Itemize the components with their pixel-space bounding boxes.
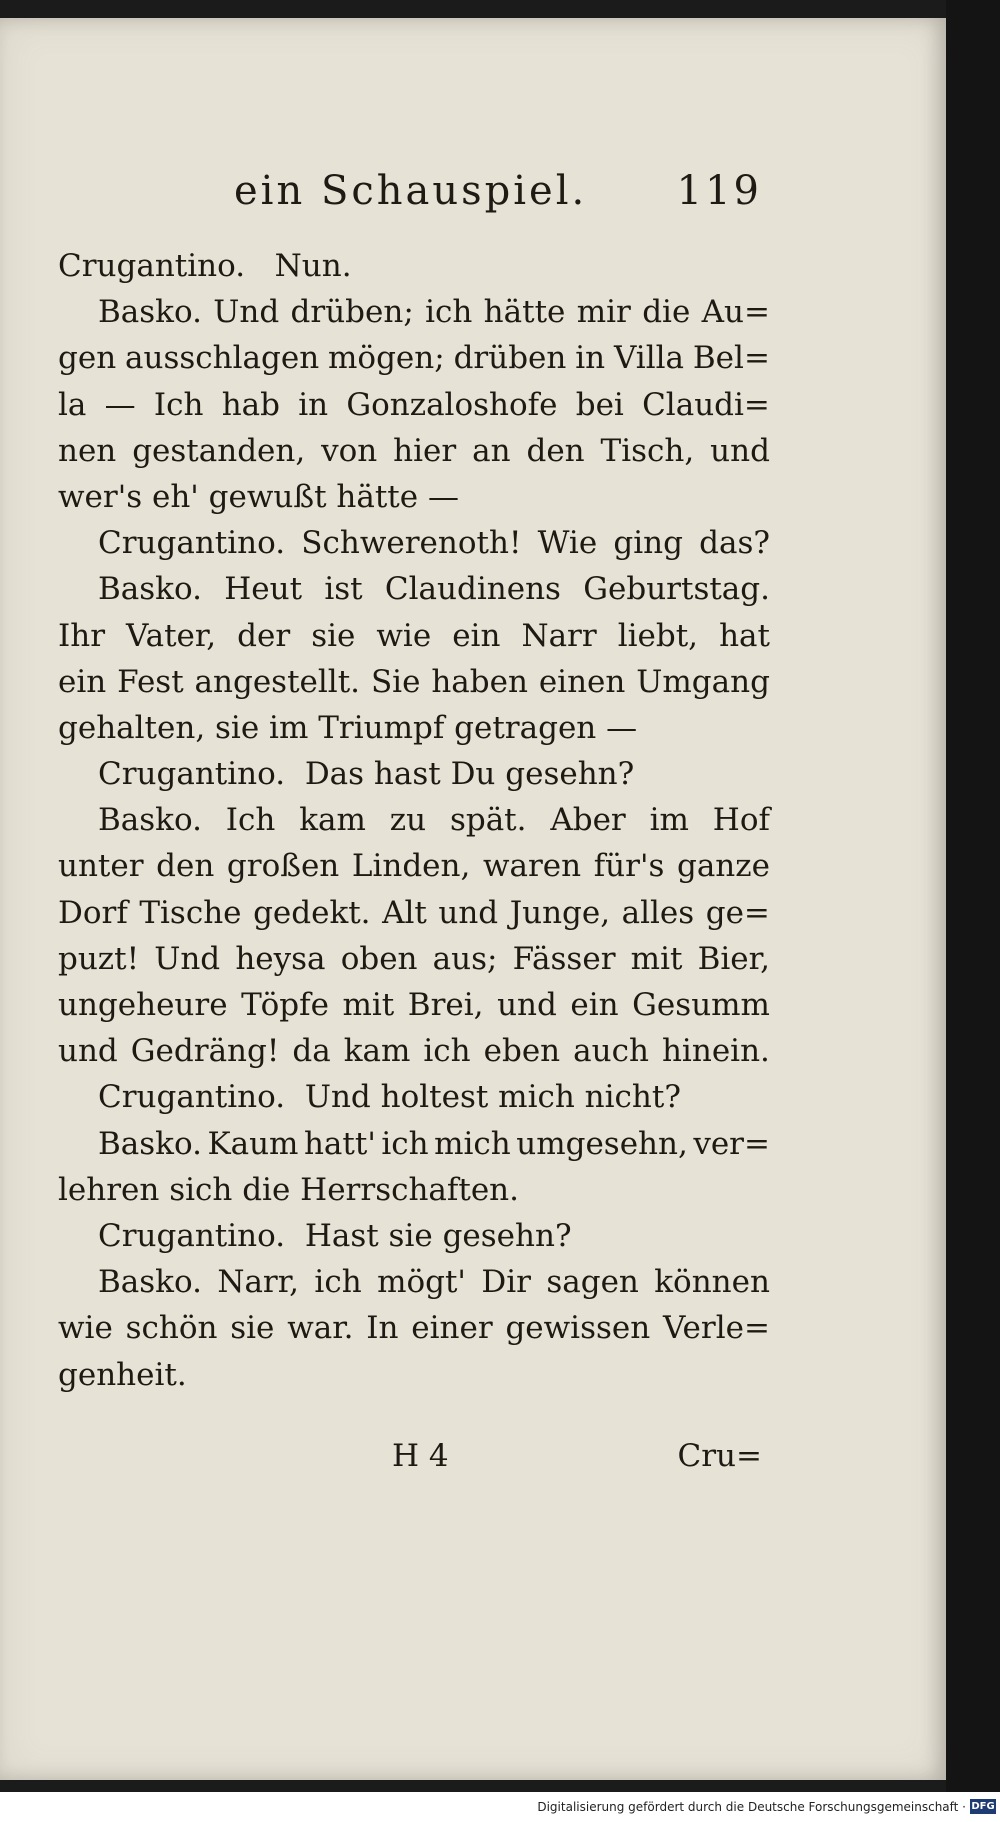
word: aus; — [432, 940, 498, 977]
word: Gesumm — [632, 987, 770, 1023]
text-line — [58, 705, 770, 751]
word: Gedräng! — [130, 1033, 280, 1070]
word: Fässer — [512, 940, 616, 977]
word: Dorf — [58, 894, 128, 931]
word: wie — [58, 1310, 113, 1347]
word: alles — [621, 894, 695, 931]
line-text: Crugantino. Das hast Du gesehn? — [98, 756, 635, 793]
word: Heut — [224, 571, 303, 608]
word: hier — [393, 432, 457, 469]
word: Aber — [550, 802, 626, 839]
word: sie — [311, 617, 356, 654]
word: der — [237, 617, 291, 654]
word: waren — [482, 848, 582, 885]
line-text: wer's eh' gewußt hätte — — [58, 478, 459, 515]
body-text — [58, 243, 770, 1398]
word: Alt — [382, 894, 427, 931]
word: auch — [573, 1033, 649, 1070]
word: Ich — [153, 386, 204, 423]
word: mich — [434, 1125, 511, 1162]
word: mögen; — [328, 340, 445, 377]
text-line — [58, 843, 770, 889]
word: Wie — [537, 525, 598, 562]
word: ein — [452, 617, 501, 654]
word: für's — [593, 848, 665, 885]
text-line — [58, 474, 770, 520]
word: Basko. — [98, 1264, 202, 1301]
word: großen — [226, 848, 340, 885]
text-line — [58, 1213, 770, 1259]
word: da — [292, 1033, 331, 1070]
word: Dir — [481, 1264, 531, 1301]
word: ungeheure — [58, 987, 228, 1023]
line-text: Crugantino. Und holtest mich nicht? — [98, 1079, 681, 1116]
word: schön — [125, 1310, 218, 1347]
word: gestanden, — [132, 432, 306, 469]
word: ist — [324, 571, 363, 608]
word: Schwerenoth! — [301, 525, 522, 562]
word: gewissen — [505, 1310, 651, 1347]
word: hat — [719, 617, 770, 654]
word: gen — [58, 340, 117, 377]
word: Tisch, — [600, 432, 695, 469]
word: hinein. — [661, 1033, 770, 1070]
word: drüben; — [290, 294, 414, 331]
word: wie — [376, 617, 432, 654]
text-line — [58, 982, 770, 1028]
word: angestellt. — [194, 663, 361, 700]
word: kam — [299, 802, 366, 839]
word: die — [642, 294, 691, 331]
word: Junge, — [509, 894, 611, 931]
line-text: genheit. — [58, 1356, 187, 1393]
text-line — [58, 890, 770, 936]
word: einer — [411, 1310, 493, 1347]
word: nen — [58, 432, 117, 469]
word: Umgang — [636, 663, 770, 700]
text-line — [58, 936, 770, 982]
word: können — [654, 1264, 770, 1301]
word: Claudinens — [384, 571, 561, 608]
word: ein — [58, 663, 107, 700]
word: In — [366, 1310, 399, 1347]
word: Basko. — [98, 802, 202, 839]
word: den — [156, 848, 215, 885]
credit-bar — [0, 1792, 1000, 1822]
word: ein — [570, 987, 619, 1023]
word: ganze — [676, 848, 770, 885]
line-text: Crugantino. Hast sie gesehn? — [98, 1217, 572, 1254]
word: in — [575, 340, 606, 377]
text-line — [58, 520, 770, 566]
word: an — [472, 432, 511, 469]
word: Claudi= — [642, 386, 770, 423]
text-line — [58, 1352, 770, 1398]
word: sagen — [546, 1264, 639, 1301]
word: umgesehn, — [516, 1125, 688, 1162]
word: puzt! — [58, 940, 140, 977]
word: oben — [340, 940, 418, 977]
word: Fest — [117, 663, 184, 700]
word: Basko. — [98, 1125, 202, 1162]
word: in — [298, 386, 329, 423]
word: Kaum — [207, 1125, 299, 1162]
word: hatt' — [303, 1125, 376, 1162]
word: einen — [538, 663, 626, 700]
word: Basko. — [98, 571, 202, 608]
word: Ihr — [58, 617, 106, 654]
text-line — [58, 1028, 770, 1074]
signature-mark: H 4 — [392, 1438, 449, 1474]
word: sie — [230, 1310, 275, 1347]
text-line — [58, 797, 770, 843]
word: Verle= — [663, 1310, 770, 1347]
text-line — [58, 1259, 770, 1305]
word: war. — [287, 1310, 354, 1347]
word: spät. — [449, 802, 527, 839]
scan-border — [946, 0, 1000, 1800]
word: Bel= — [692, 340, 770, 377]
word: Basko. — [98, 294, 202, 331]
word: Ich — [225, 802, 276, 839]
word: drüben — [453, 340, 567, 377]
word: zu — [389, 802, 427, 839]
word: ich — [314, 1264, 362, 1301]
text-line — [58, 566, 770, 612]
word: Gonzaloshofe — [346, 386, 558, 423]
word: hätte — [483, 294, 566, 331]
word: Tische — [139, 894, 242, 931]
word: ge= — [705, 894, 770, 931]
word: im — [649, 802, 689, 839]
text-line — [58, 289, 770, 335]
text-line — [58, 1167, 770, 1213]
word: liebt, — [617, 617, 699, 654]
dfg-logo: DFG — [971, 1801, 995, 1812]
word: mir — [576, 294, 631, 331]
word: mögt' — [377, 1264, 466, 1301]
word: und — [438, 894, 499, 931]
page-number: 119 — [676, 168, 762, 214]
word: ich — [423, 1033, 471, 1070]
word: la — [58, 386, 87, 423]
word: Narr — [521, 617, 597, 654]
text-line — [58, 751, 770, 797]
word: und — [58, 1033, 118, 1070]
word: Und — [213, 294, 280, 331]
word: ich — [381, 1125, 429, 1162]
word: Narr, — [217, 1264, 300, 1301]
word: Töpfe — [241, 987, 329, 1023]
page-header — [62, 168, 762, 228]
word: — — [104, 386, 136, 423]
word: den — [526, 432, 585, 469]
text-line — [58, 659, 770, 705]
word: Bier, — [697, 940, 770, 977]
text-line — [58, 428, 770, 474]
word: eben — [483, 1033, 561, 1070]
word: von — [321, 432, 378, 469]
catchword: Cru= — [677, 1438, 762, 1474]
word: bei — [575, 386, 624, 423]
word: und — [710, 432, 770, 469]
text-line — [58, 1074, 770, 1120]
line-text: Crugantino. Nun. — [58, 248, 352, 284]
line-text: lehren sich die Herrschaften. — [58, 1171, 520, 1208]
text-line — [58, 1121, 770, 1167]
word: Linden, — [351, 848, 471, 885]
word: ich — [425, 294, 473, 331]
text-line — [58, 1305, 770, 1351]
word: Brei, — [407, 987, 484, 1023]
word: Sie — [370, 663, 421, 700]
word: ausschlagen — [125, 340, 320, 377]
word: Hof — [712, 802, 770, 839]
text-line — [58, 243, 770, 289]
line-text: gehalten, sie im Triumpf getragen — — [58, 709, 638, 746]
word: Geburtstag. — [583, 571, 770, 608]
word: mit — [630, 940, 683, 977]
word: kam — [343, 1033, 411, 1070]
page-footer — [62, 1438, 762, 1488]
credit-text: Digitalisierung gefördert durch die Deutsche Forschungsgemeinschaft · — [537, 1800, 966, 1814]
text-line — [58, 613, 770, 659]
word: unter — [58, 848, 144, 885]
word: ver= — [693, 1125, 770, 1162]
word: hab — [221, 386, 280, 423]
running-title: ein Schauspiel. — [234, 168, 588, 214]
word: mit — [342, 987, 395, 1023]
word: Villa — [613, 340, 685, 377]
text-line — [58, 382, 770, 428]
word: Vater, — [126, 617, 217, 654]
word: heysa — [235, 940, 326, 977]
word: haben — [431, 663, 528, 700]
word: Crugantino. — [98, 525, 286, 562]
word: und — [497, 987, 557, 1023]
word: Au= — [701, 294, 770, 331]
word: das? — [699, 525, 770, 562]
word: gedekt. — [253, 894, 371, 931]
text-line — [58, 335, 770, 381]
book-page — [0, 18, 946, 1780]
word: Und — [154, 940, 221, 977]
word: ging — [613, 525, 683, 562]
